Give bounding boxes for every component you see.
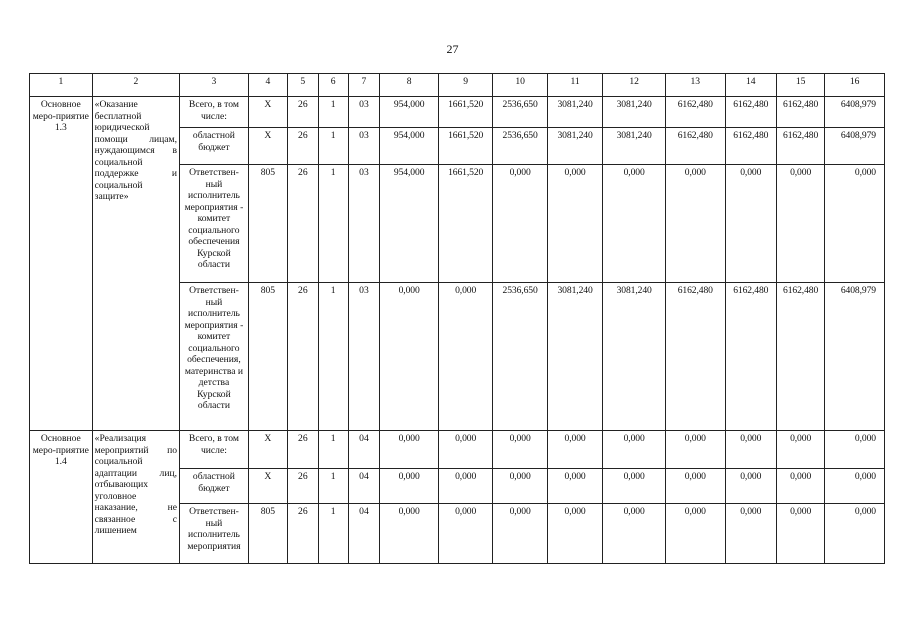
- value-cell: 1661,520: [438, 97, 492, 128]
- code-cell: 805: [248, 283, 287, 431]
- value-cell: 3081,240: [547, 97, 602, 128]
- row-label-cell: областной бюджет: [180, 128, 249, 165]
- value-cell: 0,000: [493, 165, 547, 283]
- value-cell: 0,000: [825, 165, 885, 283]
- table-row: [30, 431, 885, 469]
- measure-cell: Основное меро-приятие 1.3: [30, 97, 93, 431]
- value-cell: 0,000: [547, 431, 602, 469]
- value-cell: 6408,979: [825, 128, 885, 165]
- code-cell: Х: [248, 128, 287, 165]
- measure-cell: Основное меро-приятие 1.4: [30, 431, 93, 564]
- value-cell: 6162,480: [776, 283, 824, 431]
- table-row: [30, 97, 885, 128]
- code-cell: 1: [318, 165, 348, 283]
- value-cell: 3081,240: [603, 128, 666, 165]
- code-cell: 04: [348, 504, 380, 564]
- code-cell: 26: [287, 97, 318, 128]
- header-cell: 7: [348, 74, 380, 97]
- value-cell: 6162,480: [725, 283, 776, 431]
- header-cell: 11: [547, 74, 602, 97]
- code-cell: 26: [287, 469, 318, 504]
- value-cell: 0,000: [603, 165, 666, 283]
- code-cell: 1: [318, 97, 348, 128]
- code-cell: 26: [287, 504, 318, 564]
- code-cell: Х: [248, 469, 287, 504]
- value-cell: 6162,480: [776, 128, 824, 165]
- code-cell: Х: [248, 97, 287, 128]
- header-cell: 16: [825, 74, 885, 97]
- value-cell: 0,000: [825, 469, 885, 504]
- header-cell: 13: [666, 74, 726, 97]
- value-cell: 6408,979: [825, 283, 885, 431]
- code-cell: 1: [318, 128, 348, 165]
- header-cell: 2: [92, 74, 179, 97]
- header-cell: 10: [493, 74, 547, 97]
- row-label-cell: Ответствен-ный исполнитель мероприятия - комитет социального обеспечения Курской области: [180, 165, 249, 283]
- value-cell: 1661,520: [438, 128, 492, 165]
- code-cell: 805: [248, 504, 287, 564]
- value-cell: 6162,480: [666, 128, 726, 165]
- code-cell: 1: [318, 283, 348, 431]
- row-label-cell: областной бюджет: [180, 469, 249, 504]
- value-cell: 3081,240: [603, 97, 666, 128]
- value-cell: 6162,480: [725, 128, 776, 165]
- value-cell: 3081,240: [547, 128, 602, 165]
- value-cell: 6162,480: [776, 97, 824, 128]
- code-cell: 1: [318, 504, 348, 564]
- header-cell: 12: [603, 74, 666, 97]
- value-cell: 1661,520: [438, 165, 492, 283]
- value-cell: 0,000: [666, 165, 726, 283]
- value-cell: 0,000: [493, 431, 547, 469]
- value-cell: 0,000: [380, 504, 439, 564]
- value-cell: 2536,650: [493, 97, 547, 128]
- value-cell: 0,000: [725, 469, 776, 504]
- code-cell: 26: [287, 283, 318, 431]
- value-cell: 0,000: [547, 469, 602, 504]
- value-cell: 0,000: [603, 431, 666, 469]
- header-cell: 5: [287, 74, 318, 97]
- code-cell: 26: [287, 431, 318, 469]
- value-cell: 3081,240: [547, 283, 602, 431]
- value-cell: 0,000: [666, 504, 726, 564]
- value-cell: 0,000: [666, 431, 726, 469]
- value-cell: 0,000: [438, 469, 492, 504]
- code-cell: 03: [348, 165, 380, 283]
- code-cell: Х: [248, 431, 287, 469]
- value-cell: 954,000: [380, 97, 439, 128]
- code-cell: 1: [318, 431, 348, 469]
- value-cell: 2536,650: [493, 128, 547, 165]
- row-label-cell: Ответствен-ный исполнитель мероприятия: [180, 504, 249, 564]
- header-cell: 4: [248, 74, 287, 97]
- value-cell: 0,000: [493, 504, 547, 564]
- code-cell: 805: [248, 165, 287, 283]
- value-cell: 0,000: [380, 469, 439, 504]
- value-cell: 954,000: [380, 128, 439, 165]
- value-cell: 0,000: [776, 504, 824, 564]
- value-cell: 6408,979: [825, 97, 885, 128]
- value-cell: 6162,480: [666, 283, 726, 431]
- value-cell: 0,000: [603, 504, 666, 564]
- value-cell: 0,000: [776, 431, 824, 469]
- value-cell: 0,000: [666, 469, 726, 504]
- header-cell: 1: [30, 74, 93, 97]
- code-cell: 04: [348, 431, 380, 469]
- value-cell: 6162,480: [725, 97, 776, 128]
- code-cell: 03: [348, 97, 380, 128]
- header-cell: 14: [725, 74, 776, 97]
- value-cell: 0,000: [825, 504, 885, 564]
- value-cell: 0,000: [438, 504, 492, 564]
- value-cell: 0,000: [825, 431, 885, 469]
- header-row: [30, 74, 885, 97]
- value-cell: 0,000: [776, 469, 824, 504]
- value-cell: 0,000: [547, 165, 602, 283]
- page-number: 27: [446, 42, 459, 56]
- value-cell: 0,000: [438, 431, 492, 469]
- row-label-cell: Ответствен-ный исполнитель мероприятия - комитет социального обеспечения, материнства и детства Курской области: [180, 283, 249, 431]
- value-cell: 0,000: [776, 165, 824, 283]
- code-cell: 26: [287, 165, 318, 283]
- description-cell: «Реализация мероприятий по социальной адаптации лиц, отбывающих уголовное наказание, не связанное с лишением: [92, 431, 179, 564]
- budget-table: [29, 73, 885, 564]
- value-cell: 0,000: [603, 469, 666, 504]
- value-cell: 954,000: [380, 165, 439, 283]
- code-cell: 03: [348, 283, 380, 431]
- value-cell: 0,000: [547, 504, 602, 564]
- row-label-cell: Всего, в том числе:: [180, 97, 249, 128]
- header-cell: 3: [180, 74, 249, 97]
- value-cell: 2536,650: [493, 283, 547, 431]
- value-cell: 3081,240: [603, 283, 666, 431]
- value-cell: 0,000: [725, 504, 776, 564]
- value-cell: 0,000: [380, 283, 439, 431]
- value-cell: 0,000: [493, 469, 547, 504]
- header-cell: 8: [380, 74, 439, 97]
- code-cell: 03: [348, 128, 380, 165]
- code-cell: 26: [287, 128, 318, 165]
- code-cell: 04: [348, 469, 380, 504]
- value-cell: 0,000: [380, 431, 439, 469]
- row-label-cell: Всего, в том числе:: [180, 431, 249, 469]
- header-cell: 9: [438, 74, 492, 97]
- value-cell: 6162,480: [666, 97, 726, 128]
- value-cell: 0,000: [725, 165, 776, 283]
- header-cell: 15: [776, 74, 824, 97]
- value-cell: 0,000: [438, 283, 492, 431]
- value-cell: 0,000: [725, 431, 776, 469]
- description-cell: «Оказание бесплатной юридической помощи лицам, нуждающимся в социальной поддержке и социальной защите»: [92, 97, 179, 431]
- header-cell: 6: [318, 74, 348, 97]
- code-cell: 1: [318, 469, 348, 504]
